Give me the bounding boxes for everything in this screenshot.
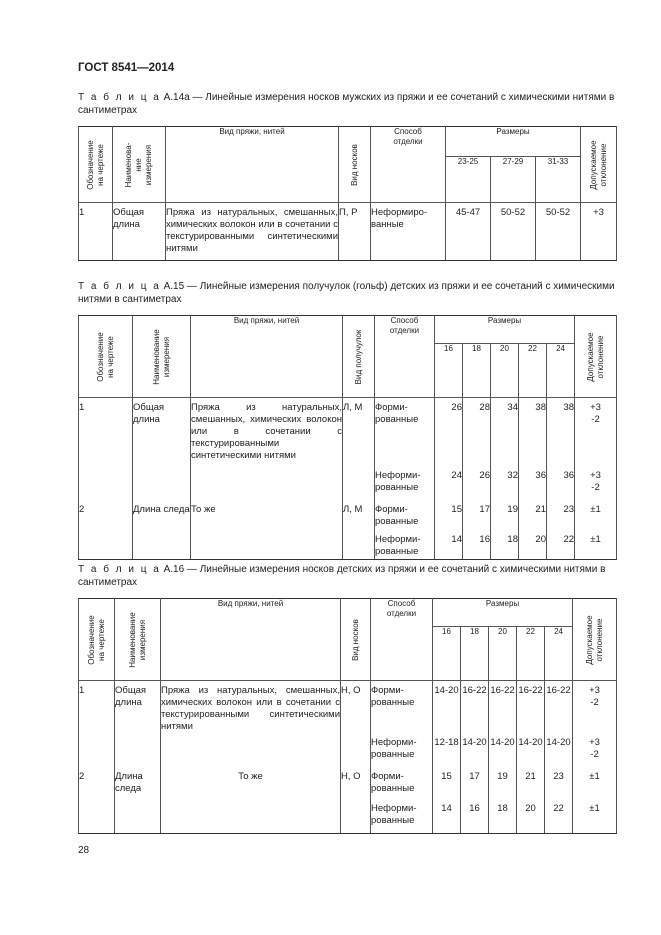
cell-size-value: 20 — [517, 799, 545, 833]
page-number: 28 — [78, 845, 90, 856]
cell-size-value: 21 — [519, 500, 547, 530]
table-caption-a15 — [78, 281, 620, 306]
table-a15 — [78, 315, 617, 560]
cell-size-value: 17 — [461, 767, 489, 799]
table-caption-a16 — [78, 564, 620, 589]
cell-size-value: 36 — [547, 466, 575, 500]
cell-finish: Неформированные — [371, 733, 433, 767]
cell-size-value: 16-22 — [489, 681, 517, 734]
header-designation: Обозначение на чертеже — [79, 599, 115, 681]
cell-yarn: Пряжа из натуральных, смешанных, химических волокон или в сочетании с текстурированными синтетическими нитями — [161, 681, 341, 734]
cell-designation — [79, 530, 133, 560]
cell-size-value: 34 — [491, 398, 519, 466]
cell-size-value: 18 — [489, 799, 517, 833]
cell-tolerance: +3 -2 — [575, 466, 617, 500]
cell-yarn — [191, 466, 343, 500]
header-finish: Способ отделки — [375, 316, 435, 398]
size-header: 18 — [463, 344, 491, 398]
cell-kind: Н, О — [341, 681, 371, 734]
table-row — [79, 767, 617, 799]
cell-size-value: 28 — [463, 398, 491, 466]
cell-finish: Формированные — [375, 398, 435, 466]
size-header: 24 — [547, 344, 575, 398]
header-tolerance: Допускаемое отклонение — [575, 316, 617, 398]
cell-name — [133, 530, 191, 560]
cell-finish: Неформированные — [371, 799, 433, 833]
cell-finish: Формированные — [375, 500, 435, 530]
cell-size-value: 17 — [463, 500, 491, 530]
cell-size-value: 12-18 — [433, 733, 461, 767]
cell-designation — [79, 466, 133, 500]
cell-kind — [343, 466, 375, 500]
table-row — [79, 500, 617, 530]
header-finish: Способ отделки — [371, 127, 446, 203]
cell-designation: 1 — [79, 398, 133, 466]
cell-yarn: Пряжа из натуральных, смешанных, химических волокон или в сочетании с текстурированными синтетическими нитями — [191, 398, 343, 466]
cell-size-value: 14 — [435, 530, 463, 560]
size-header: 16 — [435, 344, 463, 398]
cell-size-value: 22 — [547, 530, 575, 560]
cell-finish: Неформированные — [375, 466, 435, 500]
size-header: 24 — [545, 627, 573, 681]
cell-tolerance: ±1 — [573, 767, 617, 799]
cell-kind: Л, М — [343, 500, 375, 530]
cell-tolerance: +3 -2 — [575, 398, 617, 466]
cell-yarn — [161, 733, 341, 767]
cell-size-value: 22 — [545, 799, 573, 833]
header-sizes: Размеры — [446, 127, 581, 157]
header-tolerance: Допускаемое отклонение — [573, 599, 617, 681]
cell-kind — [341, 733, 371, 767]
size-header: 23-25 — [446, 157, 491, 203]
cell-yarn: Пряжа из натуральных, смешанных, химических волокон или в сочетании с текстурированными синтетическими нитями — [166, 203, 339, 261]
table-word: Т а б л и ц а — [78, 564, 161, 575]
cell-size-value: 50-52 — [536, 203, 581, 261]
size-header: 27-29 — [491, 157, 536, 203]
cell-kind — [341, 799, 371, 833]
cell-kind: Н, О — [341, 767, 371, 799]
header-kind: Вид носков — [341, 599, 371, 681]
cell-size-value: 21 — [517, 767, 545, 799]
header-yarn: Вид пряжи, нитей — [161, 599, 341, 681]
header-designation: Обозначение на чертеже — [79, 127, 113, 203]
size-header: 18 — [461, 627, 489, 681]
header-sizes: Размеры — [433, 599, 573, 627]
table-title: А.15 — Линейные измерения получулок (гольф) детских из пряжи и ее сочетаний с химическими нитями в сантиметрах — [78, 281, 615, 305]
table-caption-a14a — [78, 92, 620, 117]
header-kind: Вид получулок — [343, 316, 375, 398]
cell-designation: 1 — [79, 203, 113, 261]
cell-size-value: 32 — [491, 466, 519, 500]
size-header: 20 — [491, 344, 519, 398]
cell-size-value: 14 — [433, 799, 461, 833]
table-row — [79, 530, 617, 560]
header-sizes: Размеры — [435, 316, 575, 344]
header-name: Наименова- ние измерения — [113, 127, 166, 203]
cell-tolerance: ±1 — [575, 530, 617, 560]
document-code: ГОСТ 8541—2014 — [78, 62, 175, 74]
table-row — [79, 203, 617, 261]
cell-yarn: То же — [191, 500, 343, 530]
cell-yarn — [161, 799, 341, 833]
table-title: А.14а — Линейные измерения носков мужских из пряжи и ее сочетаний с химическими нитями в сантиметрах — [78, 92, 615, 116]
cell-size-value: 19 — [491, 500, 519, 530]
cell-size-value: 14-20 — [489, 733, 517, 767]
cell-size-value: 19 — [489, 767, 517, 799]
header-name: Наименование измерения — [115, 599, 161, 681]
cell-name: Общая длина — [115, 681, 161, 734]
cell-size-value: 23 — [547, 500, 575, 530]
cell-size-value: 14-20 — [517, 733, 545, 767]
cell-size-value: 14-20 — [545, 733, 573, 767]
cell-finish: Формированные — [371, 681, 433, 734]
table-word: Т а б л и ц а — [78, 281, 161, 292]
header-yarn: Вид пряжи, нитей — [166, 127, 339, 203]
table-row — [79, 733, 617, 767]
cell-finish: Формированные — [371, 767, 433, 799]
header-designation: Обозначение на чертеже — [79, 316, 133, 398]
cell-tolerance: ±1 — [575, 500, 617, 530]
cell-kind — [343, 530, 375, 560]
header-finish: Способ отделки — [371, 599, 433, 681]
table-row — [79, 398, 617, 466]
cell-finish: Неформированные — [371, 203, 446, 261]
cell-name: Длина следа — [133, 500, 191, 530]
cell-tolerance: +3 -2 — [573, 681, 617, 734]
header-kind: Вид носков — [339, 127, 371, 203]
cell-size-value: 26 — [463, 466, 491, 500]
cell-size-value: 15 — [435, 500, 463, 530]
size-header: 22 — [517, 627, 545, 681]
cell-size-value: 15 — [433, 767, 461, 799]
cell-size-value: 16-22 — [545, 681, 573, 734]
cell-finish: Неформированные — [375, 530, 435, 560]
cell-size-value: 38 — [519, 398, 547, 466]
table-a16 — [78, 598, 617, 834]
table-title: А.16 — Линейные измерения носков детских из пряжи и ее сочетаний с химическими нитями в сантиметрах — [78, 564, 606, 588]
cell-tolerance: +3 — [581, 203, 617, 261]
cell-size-value: 45-47 — [446, 203, 491, 261]
cell-kind: Л, М — [343, 398, 375, 466]
cell-name: Длина следа — [115, 767, 161, 799]
cell-size-value: 14-20 — [461, 733, 489, 767]
cell-size-value: 23 — [545, 767, 573, 799]
cell-size-value: 16-22 — [517, 681, 545, 734]
table-row — [79, 799, 617, 833]
header-yarn: Вид пряжи, нитей — [191, 316, 343, 398]
cell-yarn: То же — [161, 767, 341, 799]
cell-kind: П, Р — [339, 203, 371, 261]
cell-designation: 2 — [79, 500, 133, 530]
cell-tolerance: +3 -2 — [573, 733, 617, 767]
cell-name — [133, 466, 191, 500]
cell-size-value: 18 — [491, 530, 519, 560]
cell-size-value: 16 — [463, 530, 491, 560]
size-header: 31-33 — [536, 157, 581, 203]
cell-yarn — [191, 530, 343, 560]
header-tolerance: Допускаемое отклонение — [581, 127, 617, 203]
cell-size-value: 20 — [519, 530, 547, 560]
cell-size-value: 24 — [435, 466, 463, 500]
table-word: Т а б л и ц а — [78, 92, 161, 103]
cell-name — [115, 799, 161, 833]
size-header: 16 — [433, 627, 461, 681]
cell-designation — [79, 799, 115, 833]
cell-name — [115, 733, 161, 767]
cell-designation: 2 — [79, 767, 115, 799]
size-header: 22 — [519, 344, 547, 398]
cell-size-value: 16-22 — [461, 681, 489, 734]
cell-size-value: 38 — [547, 398, 575, 466]
table-row — [79, 466, 617, 500]
cell-name: Общая длина — [113, 203, 166, 261]
table-row — [79, 681, 617, 734]
cell-size-value: 50-52 — [491, 203, 536, 261]
cell-designation — [79, 733, 115, 767]
size-header: 20 — [489, 627, 517, 681]
cell-size-value: 36 — [519, 466, 547, 500]
cell-tolerance: ±1 — [573, 799, 617, 833]
table-a14a — [78, 126, 617, 261]
cell-name: Общая длина — [133, 398, 191, 466]
cell-size-value: 14-20 — [433, 681, 461, 734]
cell-designation: 1 — [79, 681, 115, 734]
cell-size-value: 16 — [461, 799, 489, 833]
cell-size-value: 26 — [435, 398, 463, 466]
header-name: Наименование измерения — [133, 316, 191, 398]
